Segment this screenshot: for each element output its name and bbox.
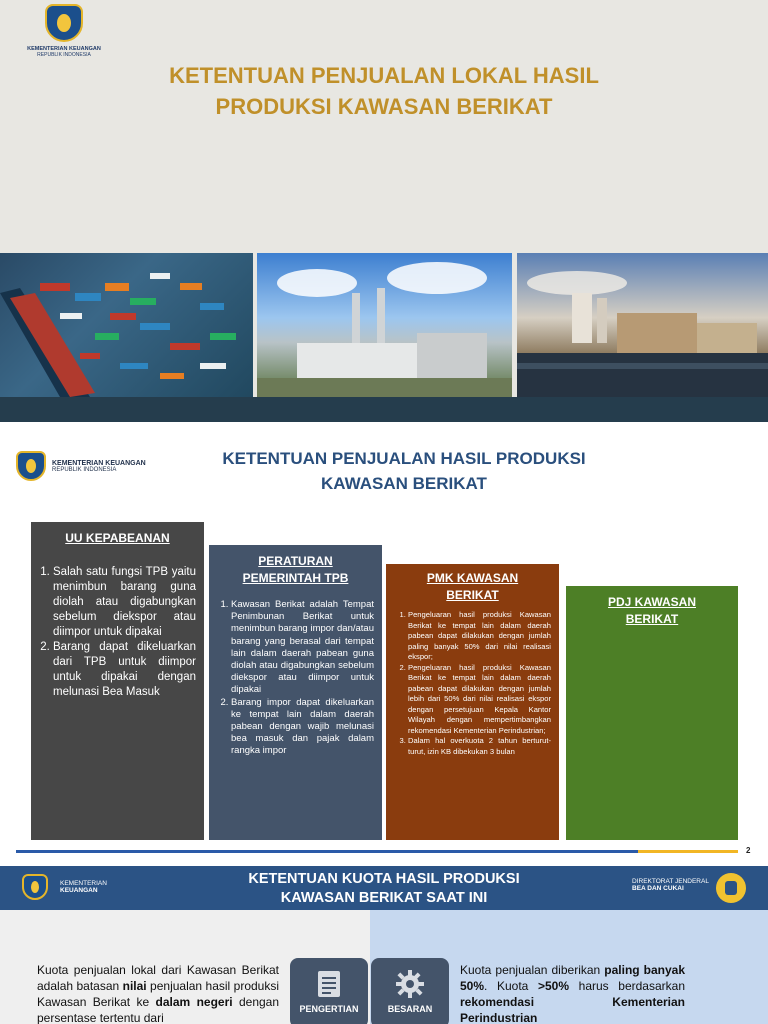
logo-line1: KEMENTERIAN KEUANGAN <box>52 459 146 467</box>
list-item: 2. Barang dapat dikeluarkan dari TPB untuk diimpor untuk dipakai dengan melunasi Bea Masuk <box>53 640 196 700</box>
slide-quota <box>0 866 768 1024</box>
ministry-emblem-icon <box>16 451 46 481</box>
slide-title <box>0 0 768 422</box>
directorate-line2: BEA DAN CUKAI <box>632 885 684 892</box>
box-heading-line2: BERIKAT <box>446 588 499 602</box>
definition-text <box>37 962 279 1024</box>
def-text-bold-2: dalam negeri <box>155 995 233 1009</box>
slide2-title-line1: KETENTUAN PENJUALAN HASIL PRODUKSI <box>222 449 586 468</box>
slide2-title <box>190 446 618 496</box>
quota-text-3: harus berdasarkan <box>569 979 685 993</box>
box-heading <box>217 553 374 587</box>
box-heading-line1: PDJ KAWASAN <box>607 595 696 609</box>
box-heading <box>574 594 730 628</box>
box-pdj-kawasan-berikat <box>566 586 738 840</box>
box-peraturan-pemerintah <box>209 545 382 840</box>
quota-text-bold-2: >50% <box>537 979 570 993</box>
tile-label: BESARAN <box>387 1004 433 1014</box>
footer-line-blue <box>16 850 638 853</box>
quota-text-bold-3: rekomendasi Kementerian Perindustrian <box>460 995 685 1024</box>
logo-line1: KEMENTERIAN KEUANGAN <box>27 46 101 52</box>
customs-emblem-icon <box>716 873 746 903</box>
port-photo-art <box>0 253 253 397</box>
box-uu-kepabeanan <box>31 522 204 840</box>
slide3-title-line1: KETENTUAN KUOTA HASIL PRODUKSI <box>248 871 520 887</box>
tile-besaran <box>371 958 449 1024</box>
box-heading-line2: BERIKAT <box>625 612 679 626</box>
ministry-logo <box>22 874 107 900</box>
slide-regulations <box>0 432 768 860</box>
box-pmk-kawasan-berikat <box>386 564 559 840</box>
logo-line2: KEUANGAN <box>60 887 98 894</box>
slide1-footer-band <box>0 397 768 422</box>
logo-line2: REPUBLIK INDONESIA <box>37 52 91 58</box>
def-text-bold-1: nilai <box>122 979 147 993</box>
quota-size-text <box>460 962 685 1024</box>
box-list <box>217 599 374 758</box>
list-item: 2. Pengeluaran hasil produksi Kawasan Berikat ke tempat lain dalam daerah pabean dapat dilakukan dengan jumlah lebih dari 50% dari nilai realisasi ekspor dengan persetujuan Kepala Kantor Wilayah dengan mempertimbangkan rekomendasi Kementerian Perindustrian; <box>408 663 551 737</box>
quota-text-1: Kuota penjualan diberikan <box>460 963 605 977</box>
def-text-1: Kuota penjualan lokal dari Kawasan Berikat adalah batasan <box>37 963 279 993</box>
quota-text-2: . Kuota <box>484 979 538 993</box>
logo-line1: KEMENTERIAN <box>60 880 107 887</box>
def-text-3: dengan persentase tertentu dari <box>37 995 280 1024</box>
factory-art <box>517 253 768 397</box>
directorate-line1: DIREKTORAT JENDERAL <box>632 878 709 885</box>
list-item: 1. Salah satu fungsi TPB yaitu menimbun barang guna diolah atau digabungkan sebelum diekspor atau diimpor untuk dipakai <box>53 565 196 640</box>
footer-line-gold <box>638 850 738 853</box>
ministry-emblem-icon <box>45 4 83 42</box>
slide1-title-line1: KETENTUAN PENJUALAN LOKAL HASIL <box>169 63 599 88</box>
quota-text-bold-1: paling banyak 50% <box>460 963 686 993</box>
factory-photo <box>517 253 768 397</box>
def-text-2: penjualan hasil produksi Kawasan Berikat ke <box>37 979 280 1009</box>
slide3-title <box>220 870 548 908</box>
power-plant-photo <box>257 253 512 397</box>
tile-pengertian <box>290 958 368 1024</box>
port-containers-photo <box>0 253 253 397</box>
photo-strip <box>0 253 768 397</box>
box-list <box>394 610 551 757</box>
ministry-logo <box>16 451 146 481</box>
slide3-title-line2: KAWASAN BERIKAT SAAT INI <box>280 890 488 906</box>
directorate-label <box>632 878 709 892</box>
slide1-title <box>100 60 668 122</box>
box-heading-line1: PMK KAWASAN <box>426 571 519 585</box>
gear-icon <box>394 968 426 1000</box>
slide2-title-line2: KAWASAN BERIKAT <box>321 474 487 493</box>
list-item: 2. Barang impor dapat dikeluarkan ke tempat lain dalam daerah pabean dengan wajib melunasi bea masuk dan pajak dalam rangka impor <box>231 697 374 758</box>
ministry-logo <box>26 4 102 58</box>
list-item: 1. Pengeluaran hasil produksi Kawasan Berikat ke tempat lain dalam daerah pabean dapat dilakukan dengan jumlah paling banyak 50% dari nilai realisasi ekspor; <box>408 610 551 663</box>
box-heading-line1: PERATURAN <box>258 554 333 568</box>
slide3-header <box>0 866 768 910</box>
logo-line2: REPUBLIK INDONESIA <box>52 466 117 473</box>
document-icon <box>313 968 345 1000</box>
list-item: 3. Dalam hal overkuota 2 tahun berturut-turut, izin KB dibekukan 3 bulan <box>408 736 551 757</box>
tile-label: PENGERTIAN <box>299 1004 359 1014</box>
power-plant-art <box>257 253 512 397</box>
ministry-emblem-icon <box>22 874 48 900</box>
box-list <box>39 565 196 700</box>
slide1-title-line2: PRODUKSI KAWASAN BERIKAT <box>215 94 553 119</box>
box-heading <box>394 570 551 604</box>
list-item: 1. Kawasan Berikat adalah Tempat Penimbunan Berikat untuk menimbun barang impor dan/atau barang yang berasal dari tempat lain dalam daerah pabean guna diolah atau digabungkan sebelum diekspor atau diimpor untuk dipakai <box>231 599 374 697</box>
box-heading: UU KEPABEANAN <box>65 531 170 545</box>
box-heading-line2: PEMERINTAH TPB <box>242 571 349 585</box>
page-number: 2 <box>746 846 751 855</box>
